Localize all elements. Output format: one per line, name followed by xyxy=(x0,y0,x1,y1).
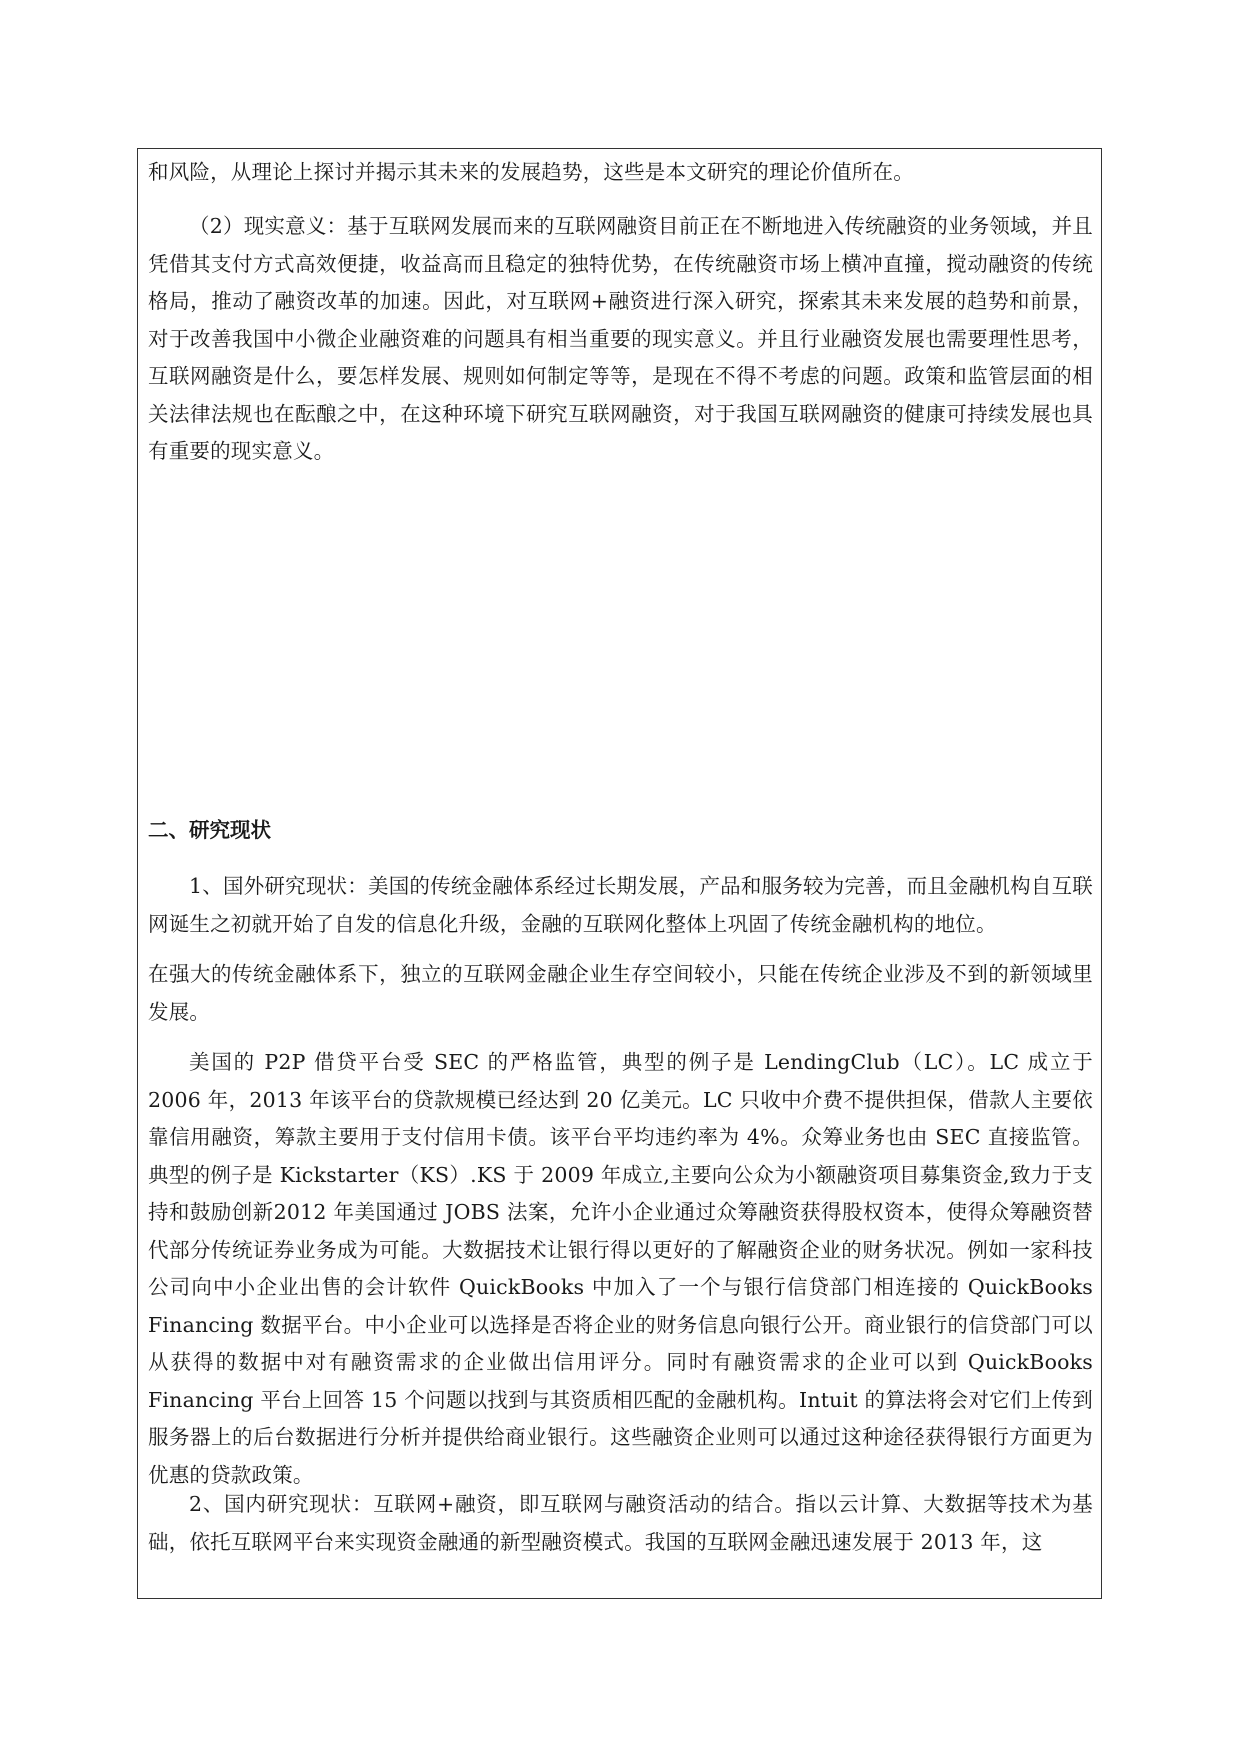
paragraph-domestic-research-status: 2、国内研究现状：互联网+融资，即互联网与融资活动的结合。指以云计算、大数据等技术为基础，依托互联网平台来实现资金融通的新型融资模式。我国的互联网金融迅速发展于 2013 年，这 xyxy=(148,1492,1093,1554)
paragraph-foreign-research-status: 1、国外研究现状：美国的传统金融体系经过长期发展，产品和服务较为完善，而且金融机构自互联网诞生之初就开始了自发的信息化升级，金融的互联网化整体上巩固了传统金融机构的地位。 xyxy=(148,874,1093,936)
section-heading-research-status: 二、研究现状 xyxy=(148,818,271,842)
paragraph-theoretical-value-end: 和风险，从理论上探讨并揭示其未来的发展趋势，这些是本文研究的理论价值所在。 xyxy=(148,160,914,184)
paragraph-independent-internet-finance: 在强大的传统金融体系下，独立的互联网金融企业生存空间较小，只能在传统企业涉及不到的新领域里发展。 xyxy=(148,962,1093,1024)
paragraph-practical-significance: （2）现实意义：基于互联网发展而来的互联网融资目前正在不断地进入传统融资的业务领域，并且凭借其支付方式高效便捷，收益高而且稳定的独特优势，在传统融资市场上横冲直撞，搅动融资的传统格局，推动了融资改革的加速。因此，对互联网+融资进行深入研究，探索其未来发展的趋势和前景，对于改善我国中小微企业融资难的问题具有相当重要的现实意义。并且行业融资发展也需要理性思考，互联网融资是什么，要怎样发展、规则如何制定等等，是现在不得不考虑的问题。政策和监管层面的相关法律法规也在酝酿之中，在这种环境下研究互联网融资，对于我国互联网融资的健康可持续发展也具有重要的现实意义。 xyxy=(148,214,1093,463)
paragraph-us-p2p-examples: 美国的 P2P 借贷平台受 SEC 的严格监管，典型的例子是 LendingClub（LC）。LC 成立于 2006 年，2013 年该平台的贷款规模已经达到 20 亿美元。LC 只收中介费不提供担保，借款人主要依靠信用融资，筹款主要用于支付信用卡债。该平台平均违约率为 4%。众筹业务也由 SEC 直接监管。典型的例子是 Kickstarter（KS）.KS 于 2009 年成立,主要向公众为小额融资项目募集资金,致力于支持和鼓励创新2012 年美国通过 JOBS 法案，允许小企业通过众筹融资获得股权资本，使得众筹融资替代部分传统证券业务成为可能。大数据技术让银行得以更好的了解融资企业的财务状况。例如一家科技公司向中小企业出售的会计软件 QuickBooks 中加入了一个与银行信贷部门相连接的 QuickBooks Financing 数据平台。中小企业可以选择是否将企业的财务信息向银行公开。商业银行的信贷部门可以从获得的数据中对有融资需求的企业做出信用评分。同时有融资需求的企业可以到 QuickBooks Financing 平台上回答 15 个问题以找到与其资质相匹配的金融机构。Intuit 的算法将会对它们上传到服务器上的后台数据进行分析并提供给商业银行。这些融资企业则可以通过这种途径获得银行方面更为优惠的贷款政策。 xyxy=(148,1050,1093,1487)
